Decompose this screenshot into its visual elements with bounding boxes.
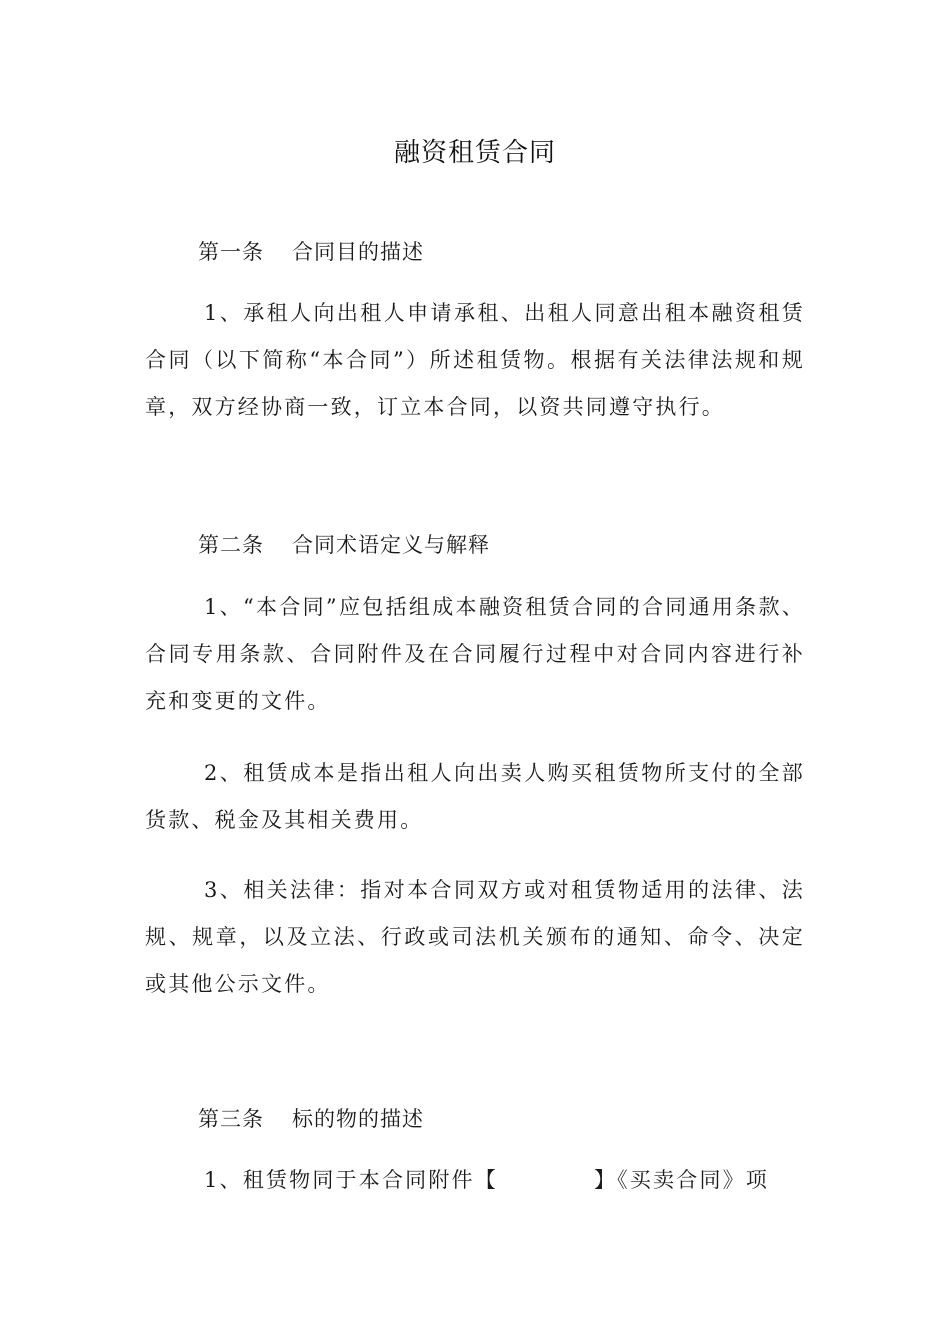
section-3-number: 第三条 xyxy=(198,1107,264,1131)
section-1-heading xyxy=(198,236,424,266)
section-3-paragraph-1-before: 1、租赁物同于本合同附件【 xyxy=(204,1168,498,1192)
section-3-heading xyxy=(198,1103,424,1133)
section-1-title: 合同目的描述 xyxy=(292,240,424,264)
section-2-number: 第二条 xyxy=(198,533,264,557)
document-title: 融资租赁合同 xyxy=(393,138,556,168)
section-2-paragraph-1: 1、“本合同”应包括组成本融资租赁合同的合同通用条款、合同专用条款、合同附件及在合同履行过程中对合同内容进行补充和变更的文件。 xyxy=(145,595,805,713)
section-3-title: 标的物的描述 xyxy=(292,1107,424,1131)
section-2-title: 合同术语定义与解释 xyxy=(292,533,490,557)
section-3-paragraph-1 xyxy=(145,1157,805,1204)
section-3-paragraph-1-after: 】《买卖合同》项 xyxy=(593,1168,770,1192)
section-1-paragraph-1: 1、承租人向出租人申请承租、出租人同意出租本融资租赁合同（以下简称“本合同”）所述租赁物。根据有关法律法规和规章，双方经协商一致，订立本合同，以资共同遵守执行。 xyxy=(145,301,805,419)
section-1-number: 第一条 xyxy=(198,240,264,264)
section-2-heading xyxy=(198,529,490,559)
section-2-paragraph-2: 2、租赁成本是指出租人向出卖人购买租赁物所支付的全部货款、税金及其相关费用。 xyxy=(145,761,805,832)
section-2-paragraph-3: 3、相关法律：指对本合同双方或对租赁物适用的法律、法规、规章，以及立法、行政或司法机关颁布的通知、命令、决定或其他公示文件。 xyxy=(145,878,805,996)
